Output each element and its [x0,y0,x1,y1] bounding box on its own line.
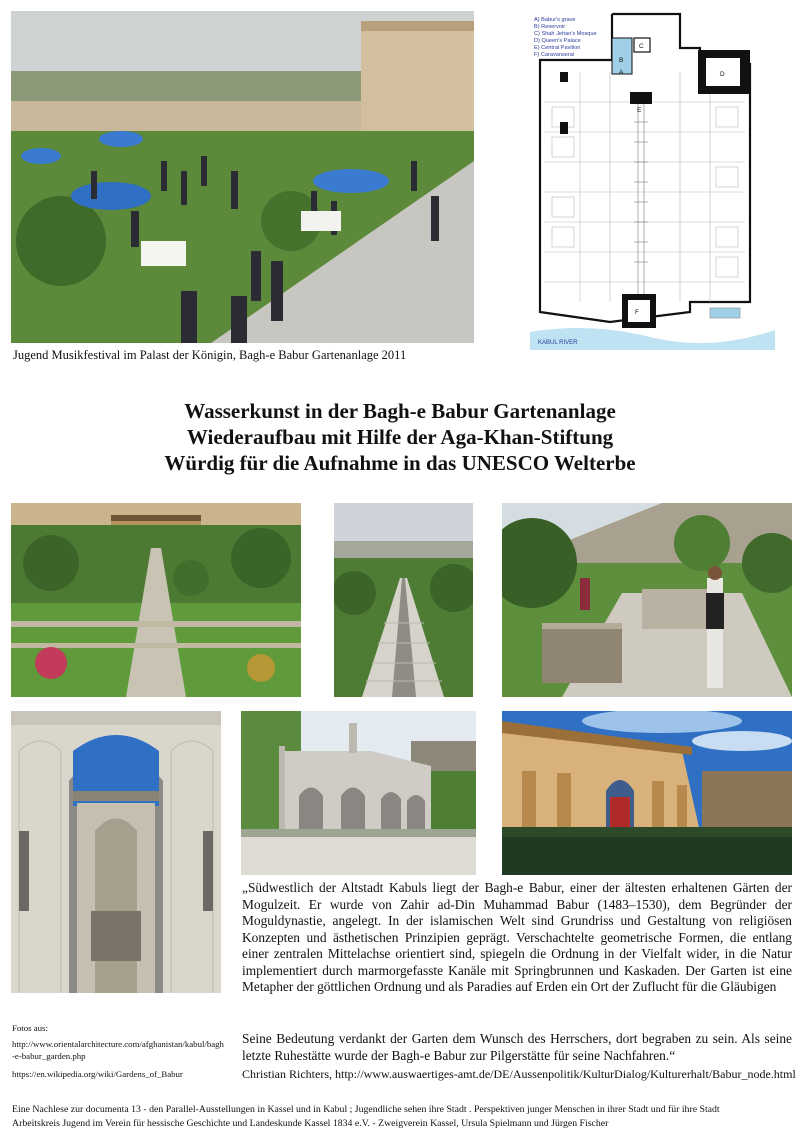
photo-sources-label: Fotos aus: [12,1023,48,1033]
photo-sources [12,1022,224,1080]
footer-line-1: Eine Nachlese zur documenta 13 - den Parallel-Ausstellungen in Kassel und in Kabul ; Jugendliche sehen ihre Stadt . Perspektiven junger Menschen in ihrer Stadt und für ihre Stadt [12,1104,720,1115]
quote-paragraph-1: „Südwestlich der Altstadt Kabuls liegt der Bagh-e Babur, einer der ältesten erhaltenen Gärten der Mogulzeit. Er wurde von Zahir ad-Din Muhammad Babur (1483–1530), dem Begründer der Moguldynastie, angelegt. In der islamischen Welt sind Grundriss und Gestaltung von religiösen Konzepten und ästhetischen Prinzipien geprägt. Verschachtelte geometrische Formen, die entlang einer zentralen Mittelachse orientiert sind, spiegeln die Ordnung in der Vielfalt wider, in die Natur implementiert durch marmorgefasste Kanäle mit Springbrunnen und Kaskaden. Der Garten ist eine Metapher der göttlichen Ordnung und als Paradies auf Erden ein Ort der Zuflucht für die Gläubigen [242,880,792,994]
quote-source: Christian Richters, http://www.auswaertiges-amt.de/DE/Aussenpolitik/KulturDialog/Kulturerhalt/Babur_node.html [242,1067,796,1081]
garden-terraces-photo [11,503,301,697]
headline-line-2: Wiederaufbau mit Hilfe der Aga-Khan-Stiftung [186,425,614,449]
quote-paragraph-2: Seine Bedeutung verdankt der Garten dem Wunsch des Herrschers, dort begraben zu sein. Als seine letzte Ruhestätte wurde der Bagh-e Babur zur Pilgerstätte für seine Nachfahren.“ [242,1031,792,1063]
garden-plan [530,12,775,350]
plan-legend-item: B) Reservoir [534,24,566,30]
marble-arch-photo [11,711,221,993]
plan-legend-item: C) Shah Jehan's Mosque [534,31,597,37]
plan-legend-item: A) Babur's grave [534,17,576,23]
queens-palace-photo [502,711,792,875]
festival-photo [11,11,474,343]
plan-marker: D [720,71,725,78]
festival-photo-caption: Jugend Musikfestival im Palast der Königin, Bagh-e Babur Gartenanlage 2011 [13,348,407,362]
plan-marker: E [637,107,642,114]
plan-river-label: KABUL RIVER [538,340,578,346]
footer-line-2: Arbeitskreis Jugend im Verein für hessische Geschichte und Landeskunde Kassel 1834 e.V. - Zweigverein Kassel, Ursula Spielmann und Jürgen Fischer [12,1118,609,1129]
plan-legend-item: D) Queen's Palace [534,38,581,44]
garden-steps-photo [502,503,792,697]
headline-line-3: Würdig für die Aufnahme in das UNESCO Welterbe [164,451,636,475]
plan-marker: A [619,69,624,76]
plan-marker: F [635,309,639,316]
water-cascade-photo [334,503,473,697]
headline-line-1: Wasserkunst in der Bagh-e Babur Gartenanlage [184,399,616,423]
marble-pavilion-photo [241,711,476,875]
photo-source-link-2[interactable]: https://en.wikipedia.org/wiki/Gardens_of_Babur [12,1069,183,1079]
plan-marker: B [619,57,624,64]
plan-marker: C [639,43,644,50]
plan-legend-item: E) Central Pavilion [534,45,581,51]
plan-legend-item: F) Caravanserai [534,52,575,58]
photo-source-link-1[interactable]: http://www.orientalarchitecture.com/afghanistan/kabul/bagh-e-babur_garden.php [12,1039,224,1061]
